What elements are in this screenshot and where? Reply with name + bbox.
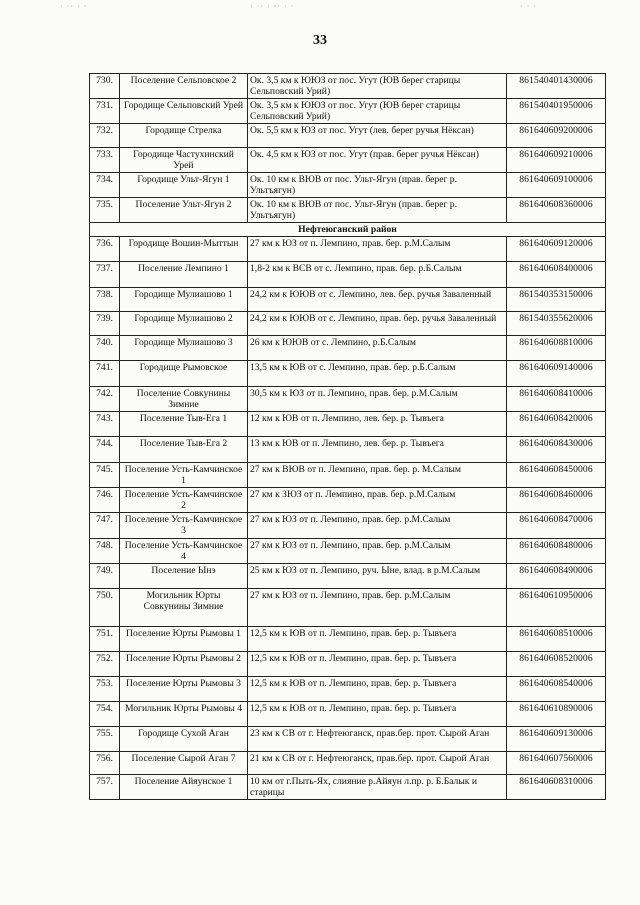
site-name: Городище Ульт-Ягун 1 <box>120 173 248 198</box>
registry-code: 861640608480006 <box>507 539 606 564</box>
scan-artifact: · ·· · · <box>60 2 88 11</box>
table-row <box>90 775 606 800</box>
table-row <box>90 539 606 564</box>
registry-code: 861640609200006 <box>507 124 606 148</box>
site-name: Могильник Юрты Совкунины Зимние <box>120 589 248 627</box>
table-row <box>90 312 606 336</box>
site-location: Ок. 10 км к ВЮВ от пос. Ульт-Ягун (прав. берег р. Ультъягун) <box>248 198 507 223</box>
site-location: 12,5 км к ЮВ от п. Лемпино, прав. бер. р. Тывъега <box>248 702 507 727</box>
site-location: 12,5 км к ЮВ от п. Лемпино, прав. бер. р. Тывъега <box>248 677 507 702</box>
site-name: Городище Рымовское <box>120 361 248 387</box>
registry-body <box>90 74 606 800</box>
registry-code: 861640608420006 <box>507 412 606 437</box>
site-location: 27 км к ВЮВ от п. Лемпино, прав. бер. р. М.Салым <box>248 463 507 488</box>
row-number: 746. <box>90 488 120 513</box>
registry-code: 861640610890006 <box>507 702 606 727</box>
row-number: 734. <box>90 173 120 198</box>
site-location: Ок. 5,5 км к ЮЗ от пос. Угут (лев. берег ручья Нёксан) <box>248 124 507 148</box>
registry-code: 861640608510006 <box>507 627 606 652</box>
registry-code: 861640608410006 <box>507 387 606 412</box>
row-number: 756. <box>90 752 120 775</box>
site-name: Поселение Юрты Рымовы 1 <box>120 627 248 652</box>
row-number: 731. <box>90 99 120 124</box>
site-name: Поселение Сырой Аган 7 <box>120 752 248 775</box>
row-number: 739. <box>90 312 120 336</box>
registry-code: 861640609100006 <box>507 173 606 198</box>
site-location: 27 км к ЮЗ от п. Лемпино, прав. бер. р.М.Салым <box>248 237 507 262</box>
site-location: 12 км к ЮВ от п. Лемпино, лев. бер. р. Тывъега <box>248 412 507 437</box>
registry-code: 861640608360006 <box>507 198 606 223</box>
row-number: 749. <box>90 564 120 589</box>
site-name: Поселение Ульт-Ягун 2 <box>120 198 248 223</box>
scan-artifact: · · · <box>520 2 537 11</box>
table-row <box>90 513 606 539</box>
site-location: 13 км к ЮВ от п. Лемпино, лев. бер. р. Тывъега <box>248 437 507 463</box>
table-row <box>90 74 606 99</box>
district-row <box>90 223 606 237</box>
row-number: 753. <box>90 677 120 702</box>
site-location: 24,2 км к ЮЮВ от с. Лемпино, прав. бер. ручья Заваленный <box>248 312 507 336</box>
site-name: Городище Мулиашово 3 <box>120 336 248 361</box>
site-name: Городище Мулиашово 1 <box>120 288 248 312</box>
registry-code: 861540353150006 <box>507 288 606 312</box>
table-row <box>90 627 606 652</box>
table-row <box>90 589 606 627</box>
table-row <box>90 237 606 262</box>
site-location: Ок. 10 км к ВЮВ от пос. Ульт-Ягун (прав. берег р. Ультъягун) <box>248 173 507 198</box>
site-name: Городище Частухинский Урей <box>120 148 248 173</box>
registry-code: 861640609120006 <box>507 237 606 262</box>
site-location: 25 км к ЮЗ от п. Лемпино, руч. Ыне, влад. в р.М.Салым <box>248 564 507 589</box>
site-location: 13,5 км к ЮВ от с. Лемпино, прав. бер. р.Б.Салым <box>248 361 507 387</box>
row-number: 751. <box>90 627 120 652</box>
site-name: Городище Сухой Аган <box>120 727 248 752</box>
table-row <box>90 702 606 727</box>
table-row <box>90 677 606 702</box>
registry-code: 861640607560006 <box>507 752 606 775</box>
table-row <box>90 564 606 589</box>
site-name: Поселение Юрты Рымовы 2 <box>120 652 248 677</box>
row-number: 757. <box>90 775 120 800</box>
table-row <box>90 752 606 775</box>
table-row <box>90 361 606 387</box>
registry-code: 861640608400006 <box>507 262 606 288</box>
row-number: 743. <box>90 412 120 437</box>
site-name: Поселение Лемпино 1 <box>120 262 248 288</box>
row-number: 755. <box>90 727 120 752</box>
table-row <box>90 652 606 677</box>
registry-code: 861640608540006 <box>507 677 606 702</box>
table-row <box>90 148 606 173</box>
row-number: 733. <box>90 148 120 173</box>
site-location: Ок. 4,5 км к ЮЗ от пос. Угут (прав. берег ручья Нёксан) <box>248 148 507 173</box>
row-number: 742. <box>90 387 120 412</box>
site-name: Поселение Усть-Камчинское 4 <box>120 539 248 564</box>
page-number: 33 <box>313 33 327 48</box>
site-name: Поселение Сельповское 2 <box>120 74 248 99</box>
table-row <box>90 387 606 412</box>
registry-code: 861640608490006 <box>507 564 606 589</box>
site-location: 27 км к ЮЗ от п. Лемпино, прав. бер. р.М.Салым <box>248 513 507 539</box>
site-name: Поселение Айяунское 1 <box>120 775 248 800</box>
site-name: Поселение Усть-Камчинское 1 <box>120 463 248 488</box>
table-row <box>90 173 606 198</box>
site-location: Ок. 3,5 км к ЮЮЗ от пос. Угут (ЮВ берег старицы Сельповский Урий) <box>248 99 507 124</box>
table-row <box>90 463 606 488</box>
table-row <box>90 99 606 124</box>
registry-code: 861640610950006 <box>507 589 606 627</box>
row-number: 747. <box>90 513 120 539</box>
row-number: 737. <box>90 262 120 288</box>
site-location: Ок. 3,5 км к ЮЮЗ от пос. Угут (ЮВ берег старицы Сельповский Урий) <box>248 74 507 99</box>
site-location: 26 км к ЮЮВ от с. Лемпино, р.Б.Салым <box>248 336 507 361</box>
site-name: Поселение Тыв-Ега 1 <box>120 412 248 437</box>
row-number: 736. <box>90 237 120 262</box>
district-heading: Нефтеюганский район <box>90 223 606 237</box>
row-number: 738. <box>90 288 120 312</box>
row-number: 735. <box>90 198 120 223</box>
site-name: Поселение Ынэ <box>120 564 248 589</box>
site-name: Могильник Юрты Рымовы 4 <box>120 702 248 727</box>
site-name: Поселение Совкунины Зимние <box>120 387 248 412</box>
row-number: 744. <box>90 437 120 463</box>
site-location: 27 км к ЮЗ от п. Лемпино, прав. бер. р.М.Салым <box>248 539 507 564</box>
registry-code: 861640608310006 <box>507 775 606 800</box>
site-name: Городище Сельповский Урей <box>120 99 248 124</box>
site-location: 12,5 км к ЮВ от п. Лемпино, прав. бер. р. Тывъега <box>248 652 507 677</box>
registry-code: 861640608470006 <box>507 513 606 539</box>
row-number: 741. <box>90 361 120 387</box>
site-name: Поселение Тыв-Ега 2 <box>120 437 248 463</box>
registry-code: 861640608810006 <box>507 336 606 361</box>
site-location: 10 км от г.Пыть-Ях, слияние р.Айяун л.пр. р. Б.Балык и старицы <box>248 775 507 800</box>
site-location: 24,2 км к ЮЮВ от с. Лемпино, лев. бер. ручья Заваленный <box>248 288 507 312</box>
row-number: 740. <box>90 336 120 361</box>
row-number: 732. <box>90 124 120 148</box>
registry-code: 861540401430006 <box>507 74 606 99</box>
row-number: 754. <box>90 702 120 727</box>
table-row <box>90 488 606 513</box>
table-row <box>90 262 606 288</box>
registry-code: 861640608460006 <box>507 488 606 513</box>
registry-code: 861640608430006 <box>507 437 606 463</box>
row-number: 730. <box>90 74 120 99</box>
table-row <box>90 288 606 312</box>
site-name: Поселение Усть-Камчинское 2 <box>120 488 248 513</box>
site-location: 30,5 км к ЮЗ от п. Лемпино, прав. бер. р.М.Салым <box>248 387 507 412</box>
scan-artifact: · ·· · ·· · · <box>250 2 295 11</box>
site-location: 27 км к ЮЗ от п. Лемпино, прав. бер. р.М.Салым <box>248 589 507 627</box>
site-name: Поселение Юрты Рымовы 3 <box>120 677 248 702</box>
table-row <box>90 412 606 437</box>
registry-code: 861540355620006 <box>507 312 606 336</box>
table-row <box>90 198 606 223</box>
row-number: 748. <box>90 539 120 564</box>
heritage-registry-table <box>89 73 606 800</box>
registry-code: 861640608520006 <box>507 652 606 677</box>
site-name: Городище Стрелка <box>120 124 248 148</box>
site-location: 23 км к СВ от г. Нефтеюганск, прав.бер. прот. Сырой Аган <box>248 727 507 752</box>
row-number: 752. <box>90 652 120 677</box>
registry-code: 861540401950006 <box>507 99 606 124</box>
site-name: Городище Вошин-Мыттын <box>120 237 248 262</box>
table-row <box>90 336 606 361</box>
table-row <box>90 124 606 148</box>
table-row <box>90 437 606 463</box>
registry-code: 861640609210006 <box>507 148 606 173</box>
site-location: 12,5 км к ЮВ от п. Лемпино, прав. бер. р. Тывъега <box>248 627 507 652</box>
row-number: 750. <box>90 589 120 627</box>
registry-code: 861640608450006 <box>507 463 606 488</box>
site-name: Городище Мулиашово 2 <box>120 312 248 336</box>
site-location: 21 км к СВ от г. Нефтеюганск, прав.бер. прот. Сырой Аган <box>248 752 507 775</box>
registry-code: 861640609140006 <box>507 361 606 387</box>
row-number: 745. <box>90 463 120 488</box>
table-row <box>90 727 606 752</box>
site-name: Поселение Усть-Камчинское 3 <box>120 513 248 539</box>
site-location: 1,8-2 км к ВСВ от с. Лемпино, прав. бер. р.Б.Салым <box>248 262 507 288</box>
site-location: 27 км к ЗЮЗ от п. Лемпино, прав. бер. р.М.Салым <box>248 488 507 513</box>
registry-code: 861640609130006 <box>507 727 606 752</box>
